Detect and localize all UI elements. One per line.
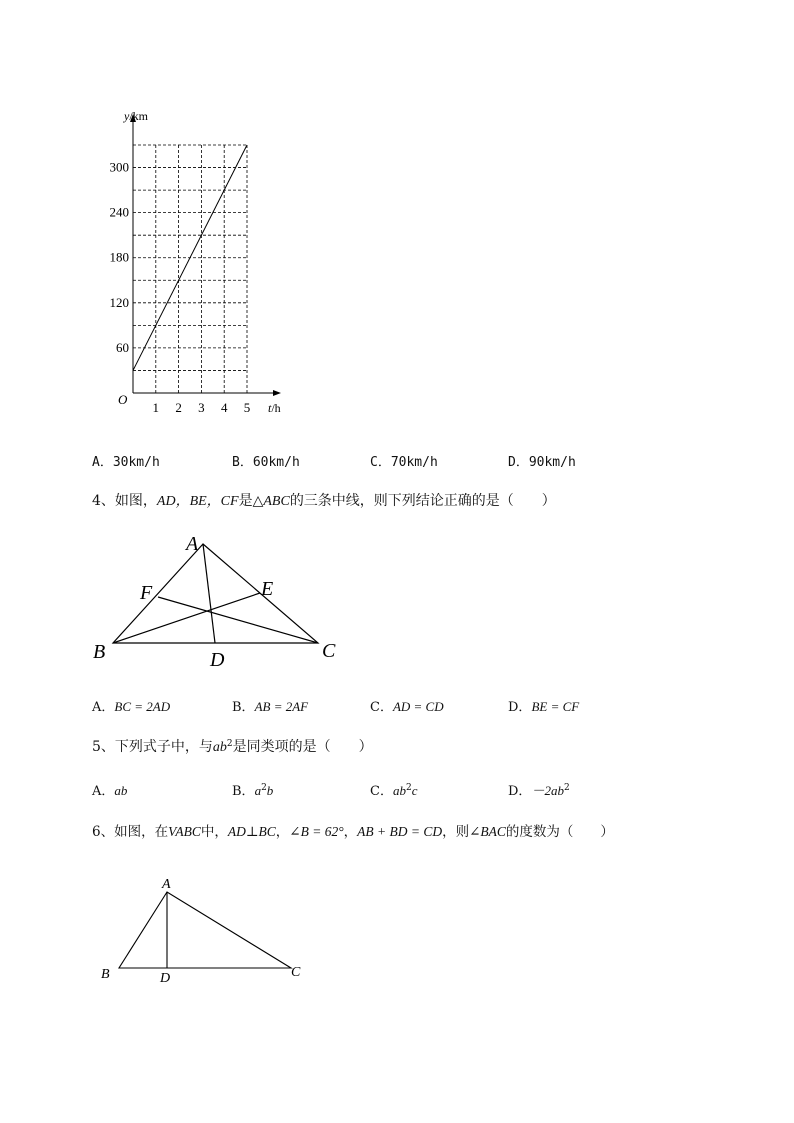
x-tick-label: 3 [198, 400, 205, 415]
condition-perpendicular: AD⊥BC [227, 824, 276, 839]
option-prefix: A． [92, 700, 115, 715]
triangle-name: ABC [263, 494, 290, 509]
distance-time-graph [100, 100, 300, 420]
stem-text: 是△ [238, 493, 264, 509]
question-4-stem [92, 490, 556, 510]
option-value: ab [114, 783, 128, 798]
condition-sum: AB + BD = CD [357, 824, 443, 839]
y-tick-label: 300 [109, 159, 129, 175]
median-ad [203, 544, 215, 643]
question-number: 6、 [92, 824, 115, 840]
option-prefix: B． [232, 700, 255, 715]
point-label-f: F [140, 582, 153, 604]
vertex-label-a: A [162, 877, 171, 892]
option-value: 90km/h [528, 455, 576, 470]
question-number: 4、 [92, 493, 115, 509]
stem-text: 如图，在 [114, 824, 169, 840]
term-exponent: 2 [226, 739, 233, 749]
stem-text: 的度数为（ ） [505, 824, 614, 840]
option-prefix: C． [370, 700, 393, 715]
q4-triangle-figure [88, 528, 358, 673]
q4-option-a[interactable] [92, 696, 170, 715]
x-tick-label: 4 [220, 400, 228, 415]
vertex-label-a: A [186, 533, 199, 555]
option-exponent: 2 [405, 783, 412, 793]
separator: ， [275, 824, 290, 840]
target-angle: ∠BAC [469, 824, 506, 839]
vertex-label-c: C [322, 640, 336, 662]
option-prefix: D． [508, 700, 532, 715]
condition-angle-b: ∠B = 62° [289, 824, 344, 839]
option-value: AB = 2AF [254, 699, 309, 714]
option-prefix: C． [370, 784, 393, 799]
q5-option-a[interactable] [92, 780, 127, 799]
q5-option-d[interactable] [508, 780, 570, 799]
option-prefix: D． [508, 784, 532, 799]
question-5-stem [92, 736, 373, 756]
x-tick-label: 5 [243, 400, 251, 415]
stem-text: 中， [200, 824, 228, 840]
q3-options [92, 451, 732, 471]
q4-options [92, 696, 732, 716]
vertex-label-c: C [291, 965, 301, 980]
y-tick-label: 180 [109, 249, 129, 265]
stem-text: 是同类项的是（ ） [232, 739, 373, 755]
option-value: BE = CF [531, 699, 580, 714]
x-tick-labels [153, 400, 251, 415]
option-value: 60km/h [252, 455, 300, 470]
option-prefix: B． [232, 784, 255, 799]
x-axis-arrow [273, 390, 281, 396]
point-label-e: E [261, 578, 274, 600]
q6-triangle-figure [95, 872, 315, 990]
separator: ， [343, 824, 358, 840]
q3-option-c[interactable] [370, 451, 438, 470]
q5-options [92, 780, 732, 800]
term-base: ab [212, 740, 227, 755]
option-value: －2ab [531, 783, 564, 798]
stem-text: 下列式子中，与 [114, 739, 213, 755]
origin-label: O [118, 392, 128, 407]
triangle-abc [119, 892, 291, 968]
option-value: ab [392, 783, 406, 798]
x-tick-label: 2 [175, 400, 182, 415]
question-6-stem [92, 820, 614, 840]
option-value: b [266, 783, 274, 798]
y-tick-label: 60 [116, 339, 129, 355]
q3-option-d[interactable] [508, 451, 576, 470]
vertex-label-b: B [101, 967, 110, 982]
option-prefix: A． [92, 784, 115, 799]
q3-option-a[interactable] [92, 451, 160, 470]
option-prefix: B． [232, 455, 253, 470]
q4-option-c[interactable] [370, 696, 444, 715]
y-tick-labels [110, 160, 130, 355]
q4-option-b[interactable] [232, 696, 308, 715]
option-value: a [254, 783, 262, 798]
graph-axes [130, 114, 281, 396]
q4-option-d[interactable] [508, 696, 579, 715]
option-prefix: A． [92, 455, 113, 470]
option-value: BC = 2AD [114, 699, 171, 714]
x-axis-label: t/h [268, 401, 281, 415]
option-value: AD = CD [392, 699, 444, 714]
option-value: 70km/h [390, 455, 438, 470]
y-axis-label: y/km [124, 109, 148, 123]
option-exponent: 2 [563, 783, 570, 793]
q5-option-c[interactable] [370, 780, 417, 799]
graph-grid [133, 145, 247, 393]
option-value: 30km/h [112, 455, 160, 470]
stem-text: 如图， [114, 493, 157, 509]
stem-text: ，则 [442, 824, 470, 840]
point-label-d: D [210, 649, 225, 671]
option-exponent: 2 [261, 783, 267, 793]
median-segments: AD，BE，CF [156, 494, 239, 509]
vertex-label-b: B [93, 641, 106, 663]
y-tick-label: 240 [109, 204, 129, 220]
option-prefix: C． [370, 455, 391, 470]
x-tick-label: 1 [152, 400, 160, 415]
option-value: c [411, 783, 418, 798]
option-prefix: D． [508, 455, 529, 470]
question-number: 5、 [92, 739, 115, 755]
y-tick-label: 120 [109, 294, 129, 310]
stem-text: 的三条中线，则下列结论正确的是（ ） [289, 493, 556, 509]
point-label-d: D [160, 971, 171, 986]
q3-option-b[interactable] [232, 451, 300, 470]
q5-option-b[interactable] [232, 780, 273, 799]
triangle-name: VABC [168, 824, 201, 839]
